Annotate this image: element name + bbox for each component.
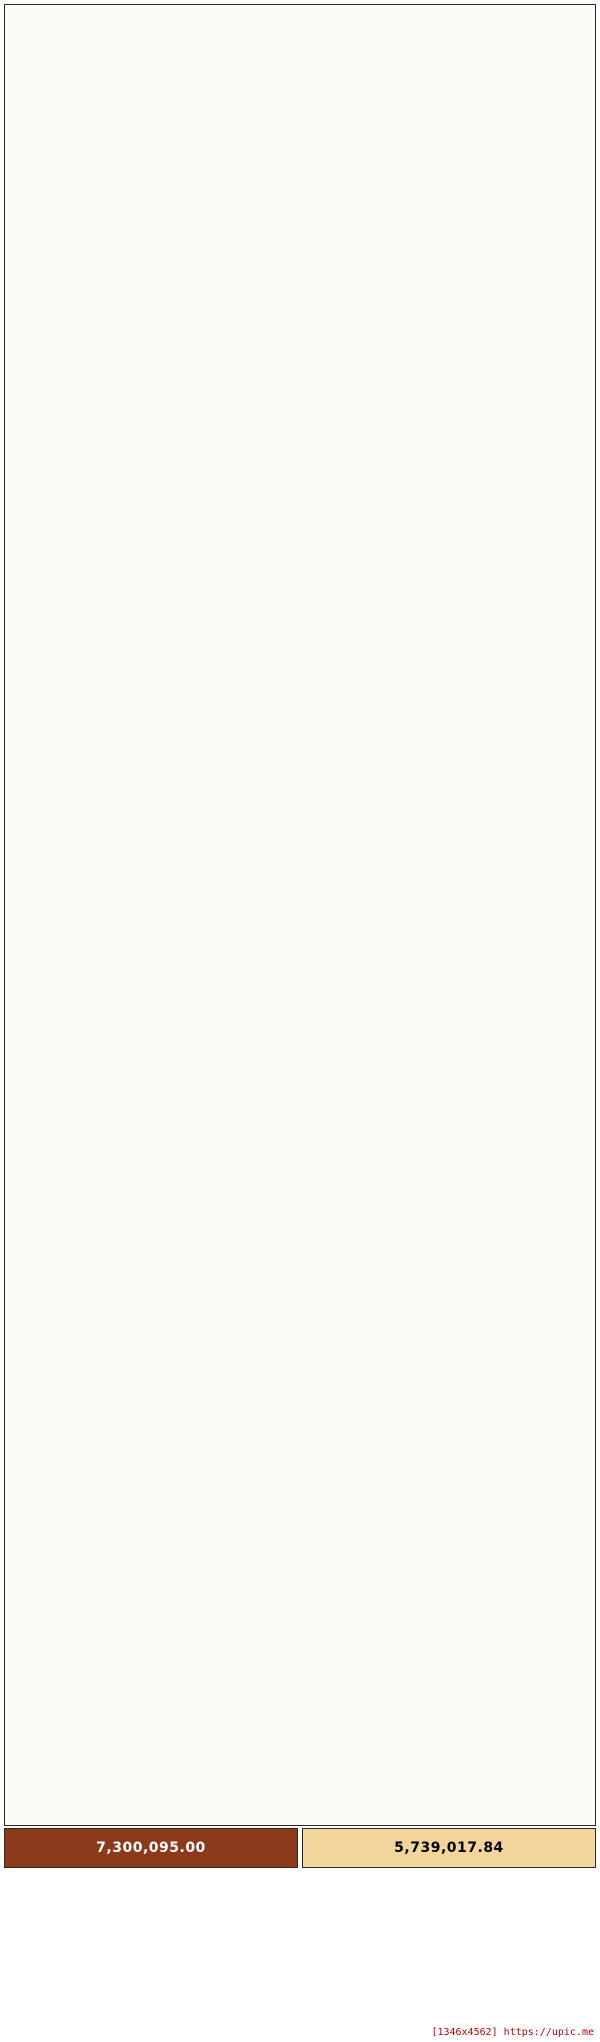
summary-bar (4, 1828, 596, 1868)
grand-total-right-value: 5,739,017.84 (394, 1840, 504, 1856)
grand-total-right (302, 1828, 596, 1868)
grand-total-left-value: 7,300,095.00 (96, 1840, 206, 1856)
ledger-table (4, 4, 596, 1826)
footer-caption: [1346x4562] https://upic.me (431, 2027, 594, 2038)
grand-total-left (4, 1828, 298, 1868)
